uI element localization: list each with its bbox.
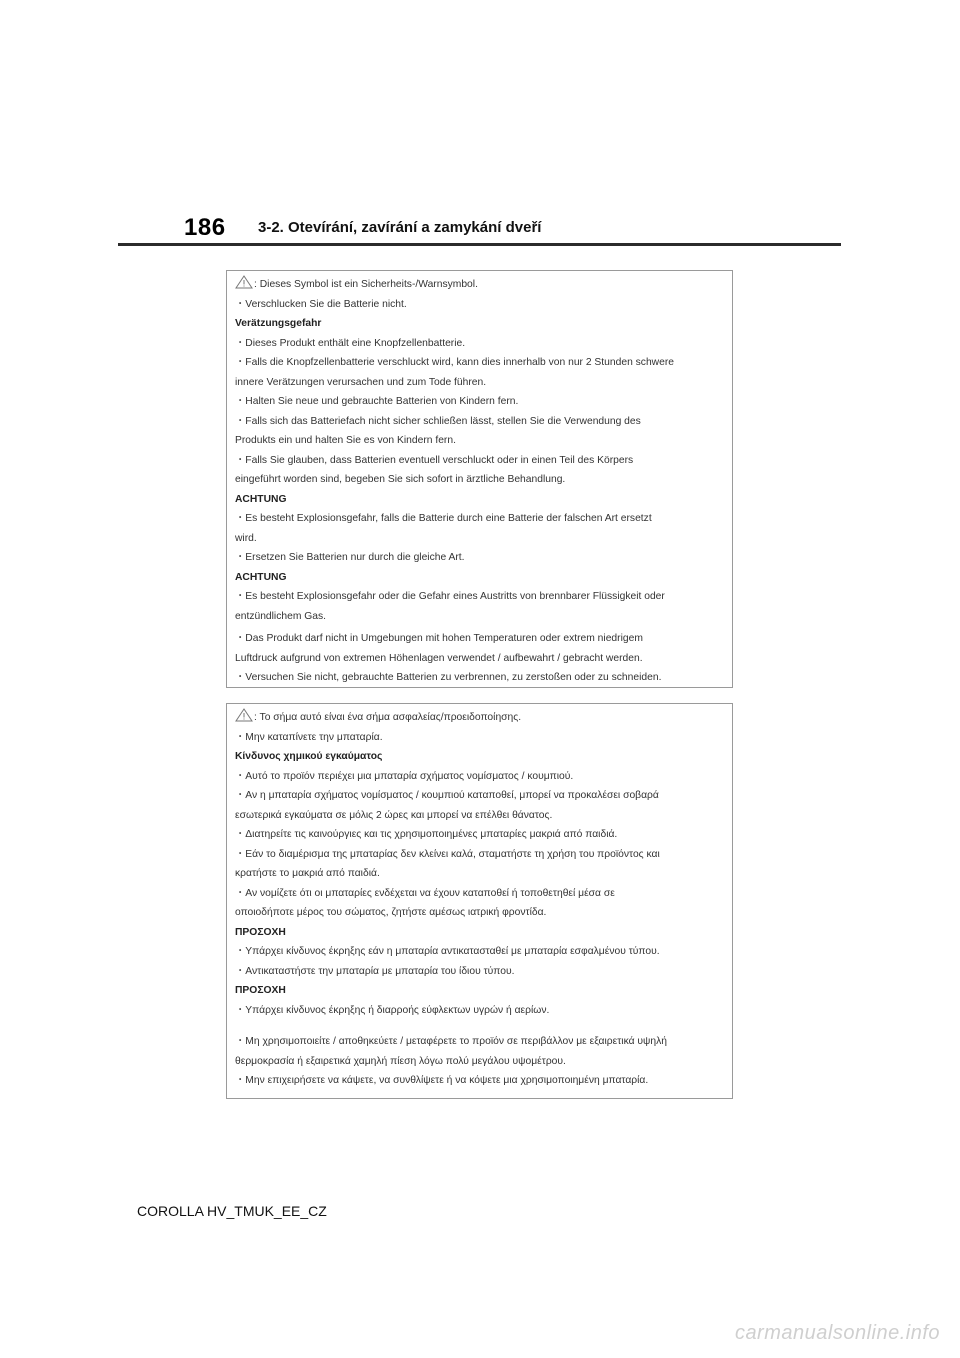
warning-line: eingeführt worden sind, begeben Sie sich sofort in ärztliche Behandlung. [235, 474, 566, 485]
symbol-text: : Το σήμα αυτό είναι ένα σήμα ασφαλείας/προειδοποίησης. [254, 712, 522, 723]
symbol-text: : Dieses Symbol ist ein Sicherheits-/Warnsymbol. [254, 279, 478, 290]
warning-line: ・Μη χρησιμοποιείτε / αποθηκεύετε / μεταφέρετε το προϊόν σε περιβάλλον με εξαιρετικά υψηλή [235, 1036, 668, 1047]
warning-line: ・Αν νομίζετε ότι οι μπαταρίες ενδέχεται να έχουν καταποθεί ή τοποθετηθεί μέσα σε [235, 887, 615, 899]
warning-lines [235, 728, 724, 1091]
warning-line: ・Υπάρχει κίνδυνος έκρηξης εάν η μπαταρία αντικατασταθεί με μπαταρία εσφαλμένου τύπου. [235, 946, 660, 957]
warning-line: innere Verätzungen verursachen und zum Tode führen. [235, 376, 487, 388]
warning-line: ・Εάν το διαμέρισμα της μπαταρίας δεν κλείνει καλά, σταματήστε τη χρήση του προϊόντος και [235, 848, 660, 860]
warning-line: ・Μην επιχειρήσετε να κάψετε, να συνθλίψετε ή να κόψετε μια χρησιμοποιημένη μπαταρία. [235, 1075, 649, 1086]
warning-line: οποιοδήποτε μέρος του σώματος, ζητήστε αμέσως ιατρική φροντίδα. [235, 907, 547, 918]
warning-line: Luftdruck aufgrund von extremen Höhenlagen verwendet / aufbewahrt / gebracht werden. [235, 652, 643, 664]
warning-heading: ΠΡΟΣΟΧΗ [235, 926, 286, 938]
warning-line: εσωτερικά εγκαύματα σε μόλις 2 ώρες και μπορεί να επέλθει θάνατος. [235, 809, 553, 821]
warning-line: ・Falls sich das Batteriefach nicht sicher schließen lässt, stellen Sie die Verwendung des [235, 415, 641, 427]
warning-box-german [226, 270, 733, 688]
symbol-line [235, 708, 724, 728]
warning-line: ・Halten Sie neue und gebrauchte Batterien von Kindern fern. [235, 396, 519, 407]
warning-line: Produkts ein und halten Sie es von Kindern fern. [235, 435, 456, 446]
warning-line: ・Falls die Knopfzellenbatterie verschluckt wird, kann dies innerhalb von nur 2 Stunden schwere [235, 357, 675, 368]
page-number: 186 [184, 214, 226, 241]
watermark: carmanualsonline.info [734, 1322, 940, 1344]
warning-line: ・Αν η μπαταρία σχήματος νομίσματος / κουμπιού καταποθεί, μπορεί να προκαλέσει σοβαρά [235, 790, 659, 801]
warning-heading: ΠΡΟΣΟΧΗ [235, 985, 286, 996]
warning-line: ・Verschlucken Sie die Batterie nicht. [235, 298, 407, 310]
section-title: 3-2. Otevírání, zavírání a zamykání dveří [258, 219, 542, 236]
warning-line: ・Falls Sie glauben, dass Batterien eventuell verschluckt oder in einen Teil des Körpers [235, 454, 634, 466]
warning-triangle-icon [235, 708, 253, 722]
warning-triangle-icon [235, 275, 253, 289]
warning-line: ・Es besteht Explosionsgefahr oder die Gefahr eines Austritts von brennbarer Flüssigkeit oder [235, 591, 665, 602]
warning-line: θερμοκρασία ή εξαιρετικά χαμηλή πίεση λόγω πολύ μεγάλου υψομέτρου. [235, 1055, 566, 1067]
warning-line: ・Μην καταπίνετε την μπαταρία. [235, 731, 383, 743]
warning-line: ・Αυτό το προϊόν περιέχει μια μπαταρία σχήματος νομίσματος / κουμπιού. [235, 770, 574, 782]
warning-line: ・Dieses Produkt enthält eine Knopfzellenbatterie. [235, 337, 466, 349]
warning-lines [235, 295, 724, 688]
warning-heading: ACHTUNG [235, 571, 287, 583]
warning-box-greek [226, 703, 733, 1099]
warning-heading: Κίνδυνος χημικού εγκαύματος [235, 751, 383, 762]
warning-line: wird. [235, 532, 257, 544]
warning-line: κρατήστε το μακριά από παιδιά. [235, 868, 380, 879]
warning-line: ・Das Produkt darf nicht in Umgebungen mit hohen Temperaturen oder extrem niedrigem [235, 633, 643, 644]
warning-line: ・Versuchen Sie nicht, gebrauchte Batterien zu verbrennen, zu zerstoßen oder zu schneiden. [235, 672, 662, 683]
warning-line: ・Υπάρχει κίνδυνος έκρηξης ή διαρροής εύφλεκτων υγρών ή αερίων. [235, 1004, 550, 1016]
warning-line: ・Ersetzen Sie Batterien nur durch die gleiche Art. [235, 552, 465, 563]
warning-heading: Verätzungsgefahr [235, 318, 322, 329]
warning-line: ・Αντικαταστήστε την μπαταρία με μπαταρία του ίδιου τύπου. [235, 965, 515, 977]
warning-line: ・Es besteht Explosionsgefahr, falls die Batterie durch eine Batterie der falschen Art ersetzt [235, 513, 652, 524]
warning-line: ・Διατηρείτε τις καινούργιες και τις χρησιμοποιημένες μπαταρίες μακριά από παιδιά. [235, 829, 618, 840]
symbol-line [235, 275, 724, 295]
header-rule [118, 243, 841, 246]
warning-heading: ACHTUNG [235, 493, 287, 505]
warning-line: entzündlichem Gas. [235, 610, 327, 622]
footer-model: COROLLA HV_TMUK_EE_CZ [137, 1203, 327, 1219]
